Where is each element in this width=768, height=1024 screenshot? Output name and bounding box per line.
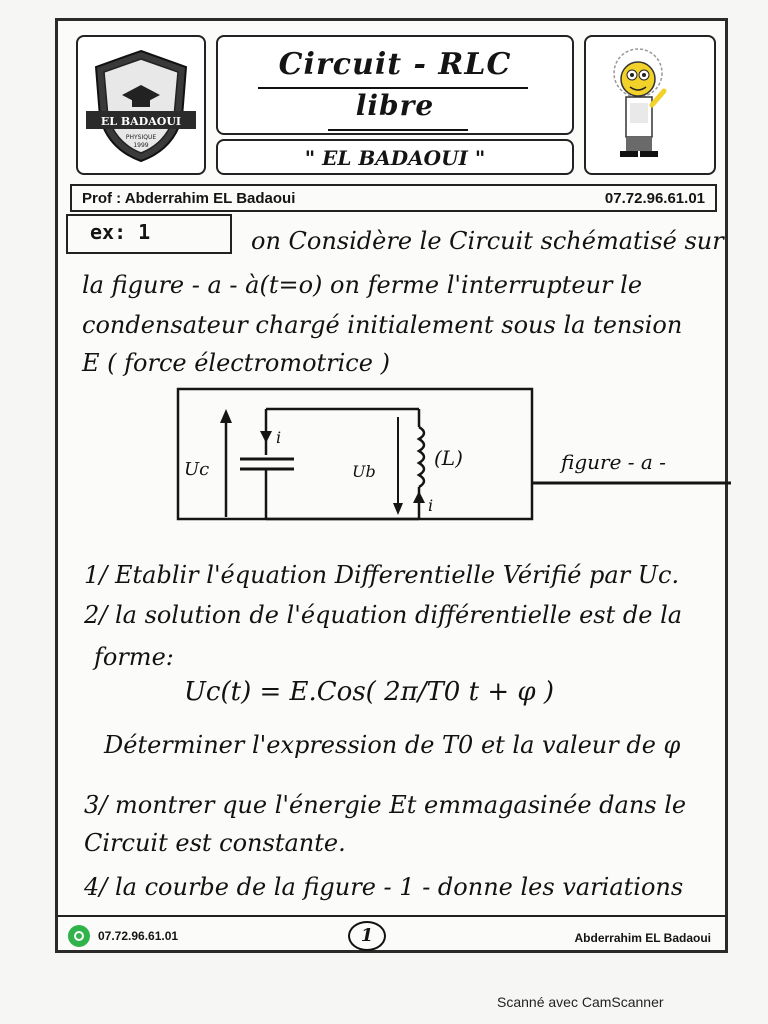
prof-name: Prof : Abderrahim EL Badaoui	[82, 189, 296, 207]
circuit-diagram	[176, 387, 736, 547]
label-coil-l: (L)	[434, 446, 463, 470]
page-number: 1	[348, 921, 386, 951]
question-1: 1/ Etablir l'équation Differentielle Vérifié par Uc.	[84, 561, 680, 589]
label-ub: Ub	[352, 462, 376, 481]
title-box	[216, 35, 574, 135]
title-line-2: libre	[355, 89, 435, 122]
prof-phone: 07.72.96.61.01	[604, 189, 705, 207]
question-4: 4/ la courbe de la figure - 1 - donne les variations	[84, 873, 684, 901]
intro-line-1: on Considère le Circuit schématisé sur	[251, 227, 724, 255]
camscanner-note: Scanné avec CamScanner	[497, 994, 664, 1010]
question-2-forme: forme:	[94, 643, 174, 671]
title-line-1: Circuit - RLC	[278, 47, 512, 82]
title-underline-2	[328, 129, 468, 131]
logo-year: 1999	[133, 142, 149, 149]
author-box	[216, 139, 574, 175]
page-footer	[58, 915, 725, 951]
intro-line-4: E ( force électromotrice )	[82, 349, 390, 377]
exercise-label-box	[66, 214, 232, 254]
prof-bar	[70, 184, 717, 212]
label-i-top: i	[276, 428, 282, 447]
footer-phone: 07.72.96.61.01	[98, 929, 179, 943]
question-2-determine: Déterminer l'expression de T0 et la valeur de φ	[104, 731, 681, 759]
question-3-cont: Circuit est constante.	[84, 829, 346, 857]
el-badaoui-logo	[78, 37, 204, 173]
intro-line-3: condensateur chargé initialement sous la tension	[82, 311, 683, 339]
footer-author: Abderrahim EL Badaoui	[574, 931, 711, 945]
scientist-mascot-icon	[586, 37, 714, 173]
logo-box	[76, 35, 206, 175]
question-2: 2/ la solution de l'équation différentielle est de la	[84, 601, 683, 629]
figure-a-label: figure - a -	[561, 450, 666, 474]
author-quote: " EL BADAOUI "	[304, 146, 486, 170]
logo-text: EL BADAOUI	[100, 115, 182, 128]
logo-sub: PHYSIQUE	[125, 134, 157, 141]
intro-line-2: la figure - a - à(t=o) on ferme l'interrupteur le	[82, 271, 643, 299]
label-uc: Uc	[184, 459, 210, 480]
whatsapp-icon	[68, 925, 90, 947]
exercise-label: ex: 1	[90, 220, 151, 244]
label-i-bottom: i	[428, 496, 434, 515]
document-page	[55, 18, 728, 953]
question-3: 3/ montrer que l'énergie Et emmagasinée dans le	[84, 791, 687, 819]
mascot-box	[584, 35, 716, 175]
equation-uc: Uc(t) = E.Cos( 2π/T0 t + φ )	[184, 677, 554, 707]
